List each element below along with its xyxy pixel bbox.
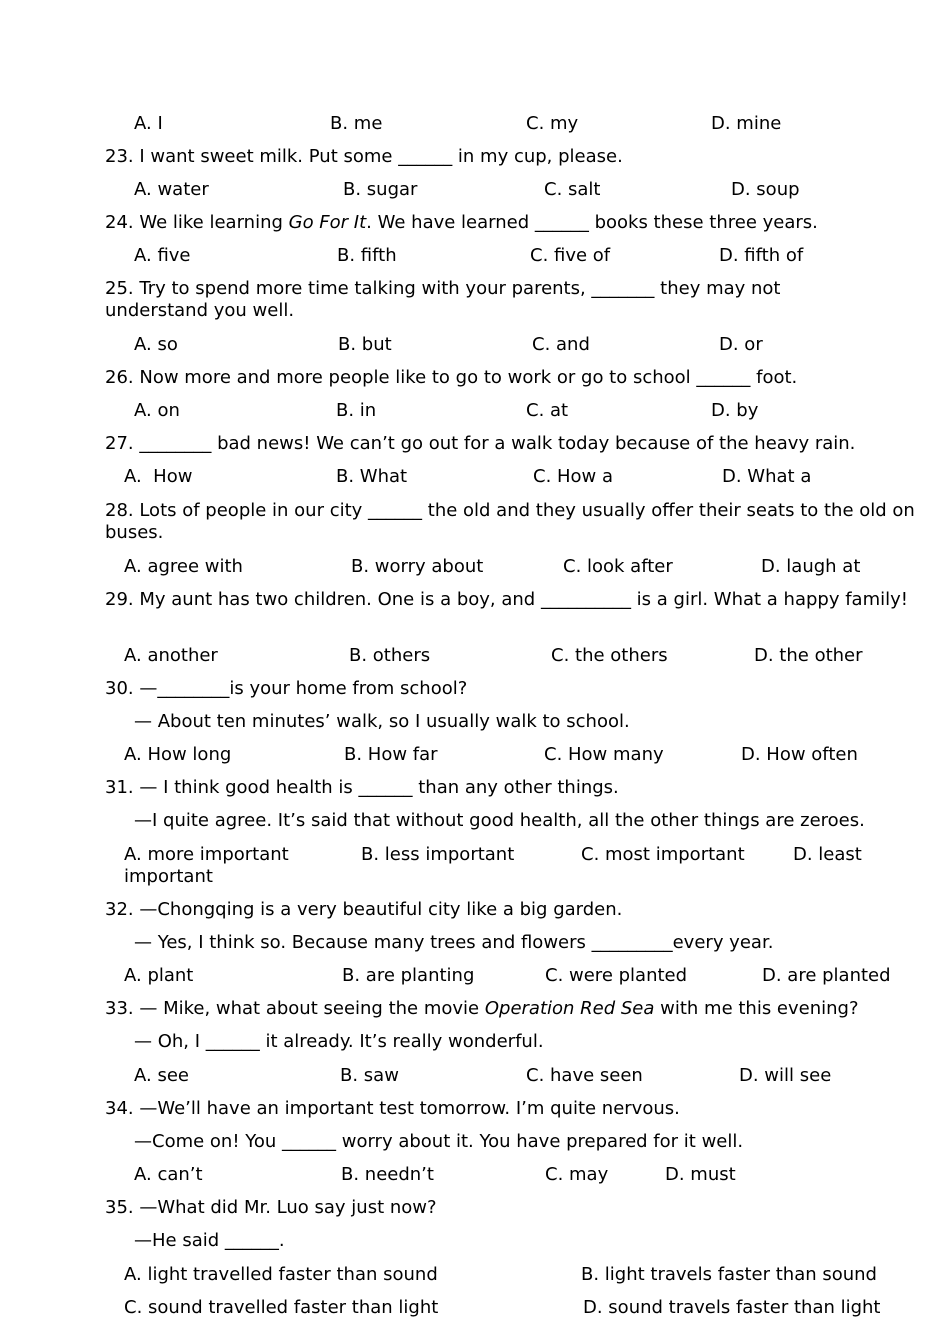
option-a: A. more important bbox=[124, 844, 289, 865]
question-27: 27. ________ bad news! We can’t go out for a walk today because of the heavy rain. bbox=[105, 433, 856, 454]
option-d: D. mine bbox=[711, 113, 782, 134]
option-d: D. fifth of bbox=[719, 245, 804, 266]
option-a: A. agree with bbox=[124, 556, 243, 577]
option-a: A. plant bbox=[124, 965, 194, 986]
option-b: B. sugar bbox=[343, 179, 418, 200]
option-b: B. me bbox=[330, 113, 383, 134]
option-c: C. may bbox=[545, 1164, 609, 1185]
option-a: A. water bbox=[134, 179, 209, 200]
option-d: D. soup bbox=[731, 179, 800, 200]
option-d: D. laugh at bbox=[761, 556, 861, 577]
option-d: D. are planted bbox=[762, 965, 891, 986]
dialogue-reply: —Come on! You ______ worry about it. You have prepared for it well. bbox=[134, 1131, 744, 1152]
option-d: D. sound travels faster than light bbox=[583, 1297, 881, 1318]
option-c: C. sound travelled faster than light bbox=[124, 1297, 439, 1318]
option-c: C. were planted bbox=[545, 965, 688, 986]
option-d: D. will see bbox=[739, 1065, 832, 1086]
option-a: A. How long bbox=[124, 744, 232, 765]
question-24 bbox=[105, 212, 925, 234]
option-c: C. most important bbox=[581, 844, 745, 865]
question-25: 25. Try to spend more time talking with your parents, _______ they may not understand you well. bbox=[105, 278, 781, 321]
question-32: 32. —Chongqing is a very beautiful city like a big garden. bbox=[105, 899, 623, 920]
option-b: B. light travels faster than sound bbox=[581, 1264, 877, 1285]
option-c: C. How a bbox=[533, 466, 614, 487]
option-a: A. so bbox=[134, 334, 178, 355]
option-c: C. five of bbox=[530, 245, 611, 266]
option-b: B. are planting bbox=[342, 965, 475, 986]
movie-title: Operation Red Sea bbox=[484, 998, 655, 1019]
option-b: B. worry about bbox=[351, 556, 484, 577]
option-d: D. or bbox=[719, 334, 763, 355]
question-33 bbox=[105, 998, 925, 1020]
option-c: C. my bbox=[526, 113, 579, 134]
option-b: B. needn’t bbox=[341, 1164, 434, 1185]
dialogue-reply: — About ten minutes’ walk, so I usually walk to school. bbox=[134, 711, 630, 732]
option-a: A. another bbox=[124, 645, 218, 666]
option-d: D. the other bbox=[754, 645, 863, 666]
option-a: A. see bbox=[134, 1065, 189, 1086]
question-29: 29. My aunt has two children. One is a boy, and __________ is a girl. What a happy family! bbox=[105, 589, 908, 610]
dialogue-reply: —I quite agree. It’s said that without good health, all the other things are zeroes. bbox=[134, 810, 865, 831]
option-b: B. fifth bbox=[337, 245, 397, 266]
option-b: B. less important bbox=[361, 844, 515, 865]
option-b: B. in bbox=[336, 400, 377, 421]
dialogue-reply: —He said ______. bbox=[134, 1230, 285, 1251]
option-d: D. by bbox=[711, 400, 759, 421]
option-b: B. What bbox=[336, 466, 408, 487]
option-a: A. on bbox=[134, 400, 180, 421]
question-text: with me this evening? bbox=[654, 998, 859, 1019]
option-c: C. have seen bbox=[526, 1065, 643, 1086]
question-text: 33. — Mike, what about seeing the movie bbox=[105, 998, 485, 1019]
option-c: C. and bbox=[532, 334, 590, 355]
option-a: A. How bbox=[124, 466, 193, 487]
question-text: . We have learned ______ books these three years. bbox=[366, 212, 818, 233]
option-a: A. five bbox=[134, 245, 191, 266]
option-b: B. saw bbox=[340, 1065, 399, 1086]
option-c: C. look after bbox=[563, 556, 673, 577]
question-26: 26. Now more and more people like to go to work or go to school ______ foot. bbox=[105, 367, 798, 388]
option-c: C. How many bbox=[544, 744, 664, 765]
option-a: A. light travelled faster than sound bbox=[124, 1264, 438, 1285]
book-title: Go For It bbox=[288, 212, 367, 233]
option-c: C. salt bbox=[544, 179, 601, 200]
option-b: B. How far bbox=[344, 744, 438, 765]
option-d: D. least bbox=[793, 844, 862, 865]
option-d-continued: important bbox=[124, 866, 213, 887]
option-d: D. How often bbox=[741, 744, 858, 765]
question-23: 23. I want sweet milk. Put some ______ in my cup, please. bbox=[105, 146, 623, 167]
option-a: A. can’t bbox=[134, 1164, 203, 1185]
question-34: 34. —We’ll have an important test tomorrow. I’m quite nervous. bbox=[105, 1098, 680, 1119]
dialogue-reply: — Yes, I think so. Because many trees and flowers _________every year. bbox=[134, 932, 774, 953]
question-30: 30. —________is your home from school? bbox=[105, 678, 468, 699]
option-c: C. the others bbox=[551, 645, 668, 666]
question-text: 24. We like learning bbox=[105, 212, 289, 233]
option-a: A. I bbox=[134, 113, 163, 134]
dialogue-reply: — Oh, I ______ it already. It’s really wonderful. bbox=[134, 1031, 544, 1052]
question-35: 35. —What did Mr. Luo say just now? bbox=[105, 1197, 437, 1218]
option-d: D. What a bbox=[722, 466, 812, 487]
option-b: B. but bbox=[338, 334, 392, 355]
option-c: C. at bbox=[526, 400, 569, 421]
option-d: D. must bbox=[665, 1164, 736, 1185]
question-31: 31. — I think good health is ______ than any other things. bbox=[105, 777, 619, 798]
option-b: B. others bbox=[349, 645, 431, 666]
question-28: 28. Lots of people in our city ______ the old and they usually offer their seats to the old on buses. bbox=[105, 500, 915, 543]
